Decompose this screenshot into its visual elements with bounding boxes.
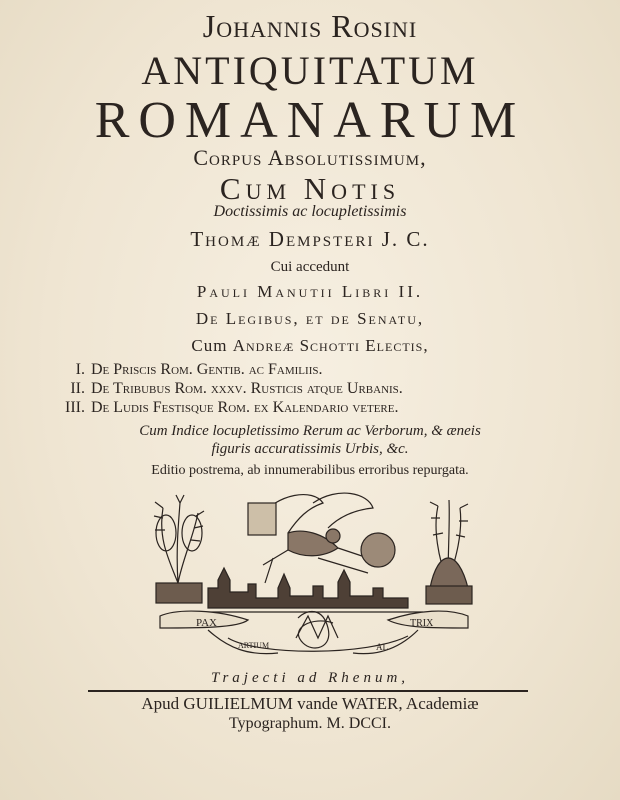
printers-device-vignette bbox=[138, 488, 490, 666]
ribbon-right-text: AL bbox=[376, 642, 388, 652]
title-line-romanarum: ROMANARUM bbox=[94, 92, 526, 149]
edition-line: Editio postrema, ab innumerabilibus erroribus repurgata. bbox=[151, 463, 469, 478]
schott-name: Andreæ Schotti Electis, bbox=[232, 336, 429, 355]
list-item: II. De Tribubus Rom. xxxv. Rusticis atque Urbanis. bbox=[70, 380, 403, 397]
publisher-line-2: Typographum. M. DCCI. bbox=[229, 715, 391, 732]
place-line: Trajecti ad Rhenum, bbox=[210, 670, 410, 686]
winged-figure-icon bbox=[248, 493, 395, 583]
city-skyline-icon bbox=[200, 568, 423, 612]
divider-rule bbox=[88, 690, 528, 692]
ribbon-left-text: ARTIUM bbox=[238, 641, 270, 650]
left-plant-icon bbox=[154, 495, 204, 603]
cum-notis-line: Cum Notis bbox=[219, 171, 401, 206]
schott-prefix: Cum bbox=[191, 336, 228, 355]
contents-line-2: figuris accuratissimis Urbis, &c. bbox=[211, 441, 409, 457]
banner-left-text: PAX bbox=[196, 617, 217, 629]
doctissimis-line: Doctissimis ac locupletissimis bbox=[213, 203, 407, 220]
right-plant-icon bbox=[426, 500, 472, 604]
list-item: I. De Priscis Rom. Gentib. ac Familiis. bbox=[75, 361, 323, 378]
accedunt-line: Cui accedunt bbox=[270, 259, 350, 275]
manutius-line: Pauli Manutii Libri II. bbox=[196, 282, 424, 301]
dempster-line: Thomæ Dempsteri J. C. bbox=[190, 227, 430, 251]
monogram-icon bbox=[296, 611, 338, 648]
contents-line-1: Cum Indice locupletissimo Rerum ac Verborum, & æneis bbox=[139, 423, 481, 439]
publisher-line: Apud GUILIELMUM vande WATER, Academiæ bbox=[141, 694, 479, 713]
schott-line bbox=[0, 336, 620, 356]
subtitle-corpus: Corpus Absolutissimum, bbox=[193, 145, 427, 170]
author-line: Johannis Rosini bbox=[202, 8, 418, 44]
list-item: III. De Ludis Festisque Rom. ex Kalendario vetere. bbox=[65, 399, 399, 416]
title-line-antiquitatum: ANTIQUITATUM bbox=[141, 48, 479, 93]
banner-right-text: TRIX bbox=[410, 618, 434, 629]
legibus-line: De Legibus, et de Senatu, bbox=[195, 309, 425, 328]
